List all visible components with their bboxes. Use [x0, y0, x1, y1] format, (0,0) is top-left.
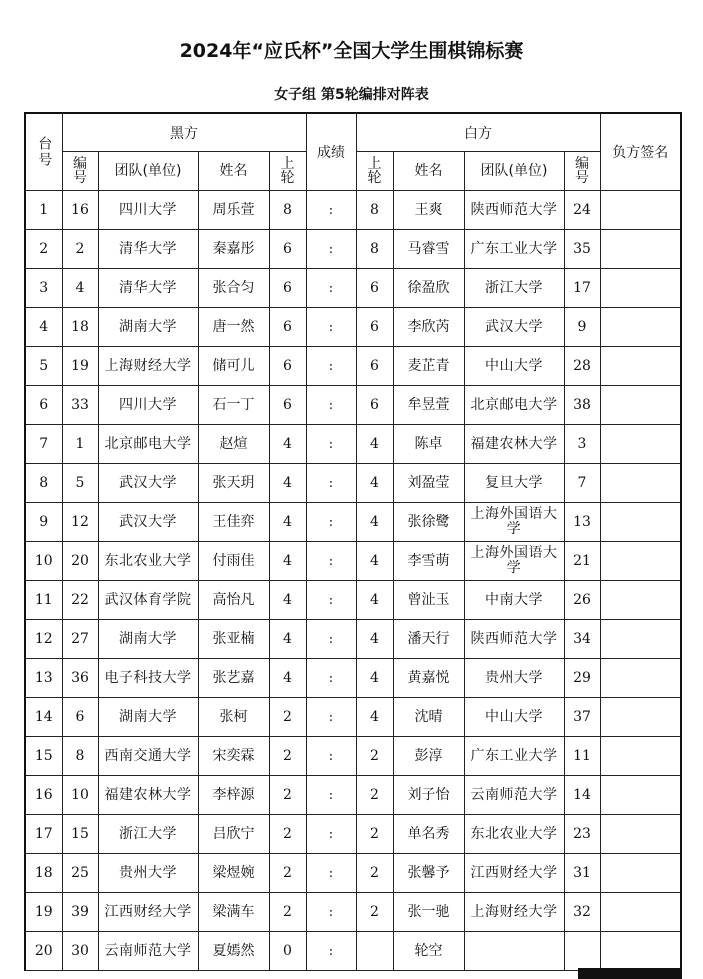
white-team: 江西财经大学	[464, 854, 564, 893]
result-cell[interactable]: :	[306, 269, 356, 308]
black-team: 江西财经大学	[98, 893, 198, 932]
white-no: 11	[564, 737, 600, 776]
table-row	[25, 269, 681, 308]
black-name: 付雨佳	[198, 542, 269, 581]
table-row	[25, 620, 681, 659]
white-no: 7	[564, 464, 600, 503]
white-name: 曾沚玉	[393, 581, 464, 620]
white-prev: 4	[356, 464, 393, 503]
white-prev: 4	[356, 425, 393, 464]
white-team: 东北农业大学	[464, 815, 564, 854]
white-name: 黄嘉悦	[393, 659, 464, 698]
black-no: 8	[62, 737, 98, 776]
black-no: 12	[62, 503, 98, 542]
white-team: 中山大学	[464, 698, 564, 737]
table-no: 12	[25, 620, 62, 659]
black-no: 30	[62, 932, 98, 971]
black-prev: 4	[269, 503, 306, 542]
black-team: 云南师范大学	[98, 932, 198, 971]
page-footer-mark	[578, 968, 682, 979]
white-name: 张徐鹭	[393, 503, 464, 542]
black-prev: 2	[269, 893, 306, 932]
table-row	[25, 425, 681, 464]
white-name: 彭淳	[393, 737, 464, 776]
white-name: 沈晴	[393, 698, 464, 737]
black-no: 15	[62, 815, 98, 854]
white-no	[564, 932, 600, 971]
white-name: 牟昱萱	[393, 386, 464, 425]
table-row	[25, 698, 681, 737]
black-prev: 2	[269, 815, 306, 854]
white-name: 潘天行	[393, 620, 464, 659]
white-prev: 6	[356, 308, 393, 347]
table-row	[25, 815, 681, 854]
header-black-name: 姓名	[198, 152, 269, 191]
white-prev: 4	[356, 659, 393, 698]
black-team: 北京邮电大学	[98, 425, 198, 464]
black-prev: 0	[269, 932, 306, 971]
result-cell[interactable]: :	[306, 737, 356, 776]
document-subtitle: 女子组 第5轮编排对阵表	[274, 87, 429, 103]
black-team: 武汉大学	[98, 464, 198, 503]
black-no: 25	[62, 854, 98, 893]
loser-sign-cell[interactable]	[600, 542, 681, 581]
white-team: 云南师范大学	[464, 776, 564, 815]
header-black: 黑方	[62, 113, 306, 152]
table-row	[25, 854, 681, 893]
white-name: 王爽	[393, 191, 464, 230]
table-row	[25, 581, 681, 620]
table-row	[25, 932, 681, 971]
black-name: 吕欣宁	[198, 815, 269, 854]
black-prev: 8	[269, 191, 306, 230]
black-no: 22	[62, 581, 98, 620]
white-team: 浙江大学	[464, 269, 564, 308]
white-team: 贵州大学	[464, 659, 564, 698]
white-team: 中山大学	[464, 347, 564, 386]
table-row	[25, 776, 681, 815]
result-cell[interactable]: :	[306, 932, 356, 971]
black-name: 梁煜婉	[198, 854, 269, 893]
white-team: 武汉大学	[464, 308, 564, 347]
white-prev: 2	[356, 737, 393, 776]
black-no: 27	[62, 620, 98, 659]
black-name: 梁满车	[198, 893, 269, 932]
white-no: 38	[564, 386, 600, 425]
white-prev: 8	[356, 230, 393, 269]
white-prev: 4	[356, 542, 393, 581]
loser-sign-cell[interactable]	[600, 698, 681, 737]
white-prev: 6	[356, 347, 393, 386]
black-name: 张亚楠	[198, 620, 269, 659]
black-team: 西南交通大学	[98, 737, 198, 776]
table-no: 7	[25, 425, 62, 464]
white-team: 北京邮电大学	[464, 386, 564, 425]
black-team: 四川大学	[98, 386, 198, 425]
white-team: 上海外国语大学	[464, 503, 564, 542]
white-prev	[356, 932, 393, 971]
white-name: 轮空	[393, 932, 464, 971]
white-prev: 2	[356, 776, 393, 815]
white-team: 陕西师范大学	[464, 620, 564, 659]
result-cell[interactable]: :	[306, 581, 356, 620]
white-no: 13	[564, 503, 600, 542]
black-no: 6	[62, 698, 98, 737]
table-no: 13	[25, 659, 62, 698]
black-team: 武汉大学	[98, 503, 198, 542]
result-cell[interactable]: :	[306, 464, 356, 503]
header-black-prev	[269, 152, 306, 191]
black-name: 秦嘉彤	[198, 230, 269, 269]
black-name: 张天玥	[198, 464, 269, 503]
black-prev: 6	[269, 347, 306, 386]
header-white-name: 姓名	[393, 152, 464, 191]
black-team: 电子科技大学	[98, 659, 198, 698]
header-loser-sign: 负方签名	[600, 113, 681, 191]
pairing-rows	[25, 191, 681, 971]
table-no: 3	[25, 269, 62, 308]
table-no: 14	[25, 698, 62, 737]
black-no: 5	[62, 464, 98, 503]
table-no: 8	[25, 464, 62, 503]
white-team: 广东工业大学	[464, 737, 564, 776]
result-cell[interactable]: :	[306, 893, 356, 932]
white-name: 刘盈莹	[393, 464, 464, 503]
black-no: 20	[62, 542, 98, 581]
black-no: 10	[62, 776, 98, 815]
white-name: 张一驰	[393, 893, 464, 932]
table-row	[25, 542, 681, 581]
header-white-prev	[356, 152, 393, 191]
white-prev: 2	[356, 893, 393, 932]
result-cell[interactable]: :	[306, 230, 356, 269]
black-no: 19	[62, 347, 98, 386]
white-team: 上海外国语大学	[464, 542, 564, 581]
loser-sign-cell[interactable]	[600, 347, 681, 386]
black-team: 湖南大学	[98, 308, 198, 347]
loser-sign-cell[interactable]	[600, 425, 681, 464]
black-team: 东北农业大学	[98, 542, 198, 581]
black-prev: 6	[269, 230, 306, 269]
table-row	[25, 737, 681, 776]
result-cell[interactable]: :	[306, 542, 356, 581]
header-white-prev-text: 上轮	[367, 156, 382, 186]
white-name: 徐盈欣	[393, 269, 464, 308]
result-cell[interactable]: :	[306, 698, 356, 737]
result-cell[interactable]: :	[306, 659, 356, 698]
loser-sign-cell[interactable]	[600, 191, 681, 230]
black-team: 清华大学	[98, 269, 198, 308]
black-team: 四川大学	[98, 191, 198, 230]
white-no: 17	[564, 269, 600, 308]
table-no: 9	[25, 503, 62, 542]
loser-sign-cell[interactable]	[600, 815, 681, 854]
result-cell[interactable]: :	[306, 776, 356, 815]
white-prev: 6	[356, 386, 393, 425]
result-cell[interactable]: :	[306, 503, 356, 542]
white-name: 李雪萌	[393, 542, 464, 581]
result-cell[interactable]: :	[306, 308, 356, 347]
white-no: 31	[564, 854, 600, 893]
table-row	[25, 464, 681, 503]
black-name: 宋奕霖	[198, 737, 269, 776]
white-no: 9	[564, 308, 600, 347]
white-team: 广东工业大学	[464, 230, 564, 269]
pairing-table	[24, 112, 682, 971]
white-name: 陈卓	[393, 425, 464, 464]
white-prev: 4	[356, 698, 393, 737]
black-prev: 4	[269, 659, 306, 698]
table-row	[25, 308, 681, 347]
table-no: 10	[25, 542, 62, 581]
white-prev: 8	[356, 191, 393, 230]
header-black-team: 团队(单位)	[98, 152, 198, 191]
loser-sign-cell[interactable]	[600, 581, 681, 620]
white-no: 37	[564, 698, 600, 737]
black-no: 1	[62, 425, 98, 464]
white-team: 复旦大学	[464, 464, 564, 503]
loser-sign-cell[interactable]	[600, 776, 681, 815]
black-team: 湖南大学	[98, 620, 198, 659]
table-no: 11	[25, 581, 62, 620]
black-name: 唐一然	[198, 308, 269, 347]
black-team: 清华大学	[98, 230, 198, 269]
header-black-no	[62, 152, 98, 191]
table-no: 17	[25, 815, 62, 854]
document-title: 2024年“应氏杯”全国大学生围棋锦标赛	[179, 40, 524, 62]
black-name: 周乐萱	[198, 191, 269, 230]
header-white-team: 团队(单位)	[464, 152, 564, 191]
white-prev: 2	[356, 854, 393, 893]
table-no: 2	[25, 230, 62, 269]
black-prev: 2	[269, 854, 306, 893]
loser-sign-cell[interactable]	[600, 620, 681, 659]
table-no: 18	[25, 854, 62, 893]
white-no: 24	[564, 191, 600, 230]
black-no: 36	[62, 659, 98, 698]
loser-sign-cell[interactable]	[600, 464, 681, 503]
white-name: 刘子怡	[393, 776, 464, 815]
header-white-no	[564, 152, 600, 191]
black-prev: 6	[269, 308, 306, 347]
black-name: 储可儿	[198, 347, 269, 386]
table-no: 15	[25, 737, 62, 776]
white-prev: 4	[356, 620, 393, 659]
white-name: 张馨予	[393, 854, 464, 893]
loser-sign-cell[interactable]	[600, 230, 681, 269]
table-row	[25, 347, 681, 386]
black-name: 张柯	[198, 698, 269, 737]
table-row	[25, 191, 681, 230]
table-no: 20	[25, 932, 62, 971]
white-name: 李欣芮	[393, 308, 464, 347]
black-team: 湖南大学	[98, 698, 198, 737]
result-cell[interactable]: :	[306, 347, 356, 386]
table-row	[25, 386, 681, 425]
result-cell[interactable]: :	[306, 815, 356, 854]
black-team: 武汉体育学院	[98, 581, 198, 620]
black-prev: 2	[269, 698, 306, 737]
black-team: 福建农林大学	[98, 776, 198, 815]
white-team	[464, 932, 564, 971]
header-black-no-text: 编号	[73, 156, 87, 186]
header-white: 白方	[356, 113, 600, 152]
result-cell[interactable]: :	[306, 191, 356, 230]
black-prev: 4	[269, 425, 306, 464]
white-prev: 4	[356, 581, 393, 620]
black-no: 33	[62, 386, 98, 425]
white-no: 3	[564, 425, 600, 464]
black-name: 高怡凡	[198, 581, 269, 620]
black-prev: 4	[269, 542, 306, 581]
result-cell[interactable]: :	[306, 854, 356, 893]
header-white-no-text: 编号	[575, 156, 589, 186]
white-team: 陕西师范大学	[464, 191, 564, 230]
black-prev: 2	[269, 776, 306, 815]
white-no: 26	[564, 581, 600, 620]
table-no: 4	[25, 308, 62, 347]
black-no: 4	[62, 269, 98, 308]
black-name: 张合匀	[198, 269, 269, 308]
black-name: 赵煊	[198, 425, 269, 464]
white-team: 福建农林大学	[464, 425, 564, 464]
black-no: 2	[62, 230, 98, 269]
loser-sign-cell[interactable]	[600, 854, 681, 893]
black-prev: 4	[269, 581, 306, 620]
black-prev: 4	[269, 464, 306, 503]
white-prev: 2	[356, 815, 393, 854]
loser-sign-cell[interactable]	[600, 893, 681, 932]
black-name: 石一丁	[198, 386, 269, 425]
table-row	[25, 503, 681, 542]
loser-sign-cell[interactable]	[600, 503, 681, 542]
loser-sign-cell[interactable]	[600, 308, 681, 347]
result-cell[interactable]: :	[306, 620, 356, 659]
white-prev: 6	[356, 269, 393, 308]
table-no: 1	[25, 191, 62, 230]
result-cell[interactable]: :	[306, 425, 356, 464]
black-prev: 2	[269, 737, 306, 776]
loser-sign-cell[interactable]	[600, 269, 681, 308]
black-name: 夏嫣然	[198, 932, 269, 971]
black-prev: 4	[269, 620, 306, 659]
white-no: 28	[564, 347, 600, 386]
white-no: 29	[564, 659, 600, 698]
white-no: 34	[564, 620, 600, 659]
black-name: 王佳弈	[198, 503, 269, 542]
table-no: 19	[25, 893, 62, 932]
loser-sign-cell[interactable]	[600, 932, 681, 971]
white-no: 23	[564, 815, 600, 854]
black-team: 贵州大学	[98, 854, 198, 893]
header-black-prev-text: 上轮	[280, 156, 295, 186]
black-no: 16	[62, 191, 98, 230]
table-row	[25, 893, 681, 932]
white-team: 中南大学	[464, 581, 564, 620]
black-team: 上海财经大学	[98, 347, 198, 386]
white-team: 上海财经大学	[464, 893, 564, 932]
white-name: 单名秀	[393, 815, 464, 854]
white-no: 14	[564, 776, 600, 815]
table-no: 16	[25, 776, 62, 815]
white-name: 马睿雪	[393, 230, 464, 269]
table-row	[25, 230, 681, 269]
header-table-no: 台号	[25, 113, 62, 191]
table-no: 5	[25, 347, 62, 386]
result-cell[interactable]: :	[306, 386, 356, 425]
black-name: 李梓源	[198, 776, 269, 815]
black-prev: 6	[269, 386, 306, 425]
black-name: 张艺嘉	[198, 659, 269, 698]
white-no: 32	[564, 893, 600, 932]
white-no: 21	[564, 542, 600, 581]
loser-sign-cell[interactable]	[600, 659, 681, 698]
table-no: 6	[25, 386, 62, 425]
loser-sign-cell[interactable]	[600, 386, 681, 425]
black-prev: 6	[269, 269, 306, 308]
header-result: 成绩	[306, 113, 356, 191]
white-name: 麦芷青	[393, 347, 464, 386]
loser-sign-cell[interactable]	[600, 737, 681, 776]
black-team: 浙江大学	[98, 815, 198, 854]
table-row	[25, 659, 681, 698]
black-no: 39	[62, 893, 98, 932]
white-prev: 4	[356, 503, 393, 542]
white-no: 35	[564, 230, 600, 269]
black-no: 18	[62, 308, 98, 347]
